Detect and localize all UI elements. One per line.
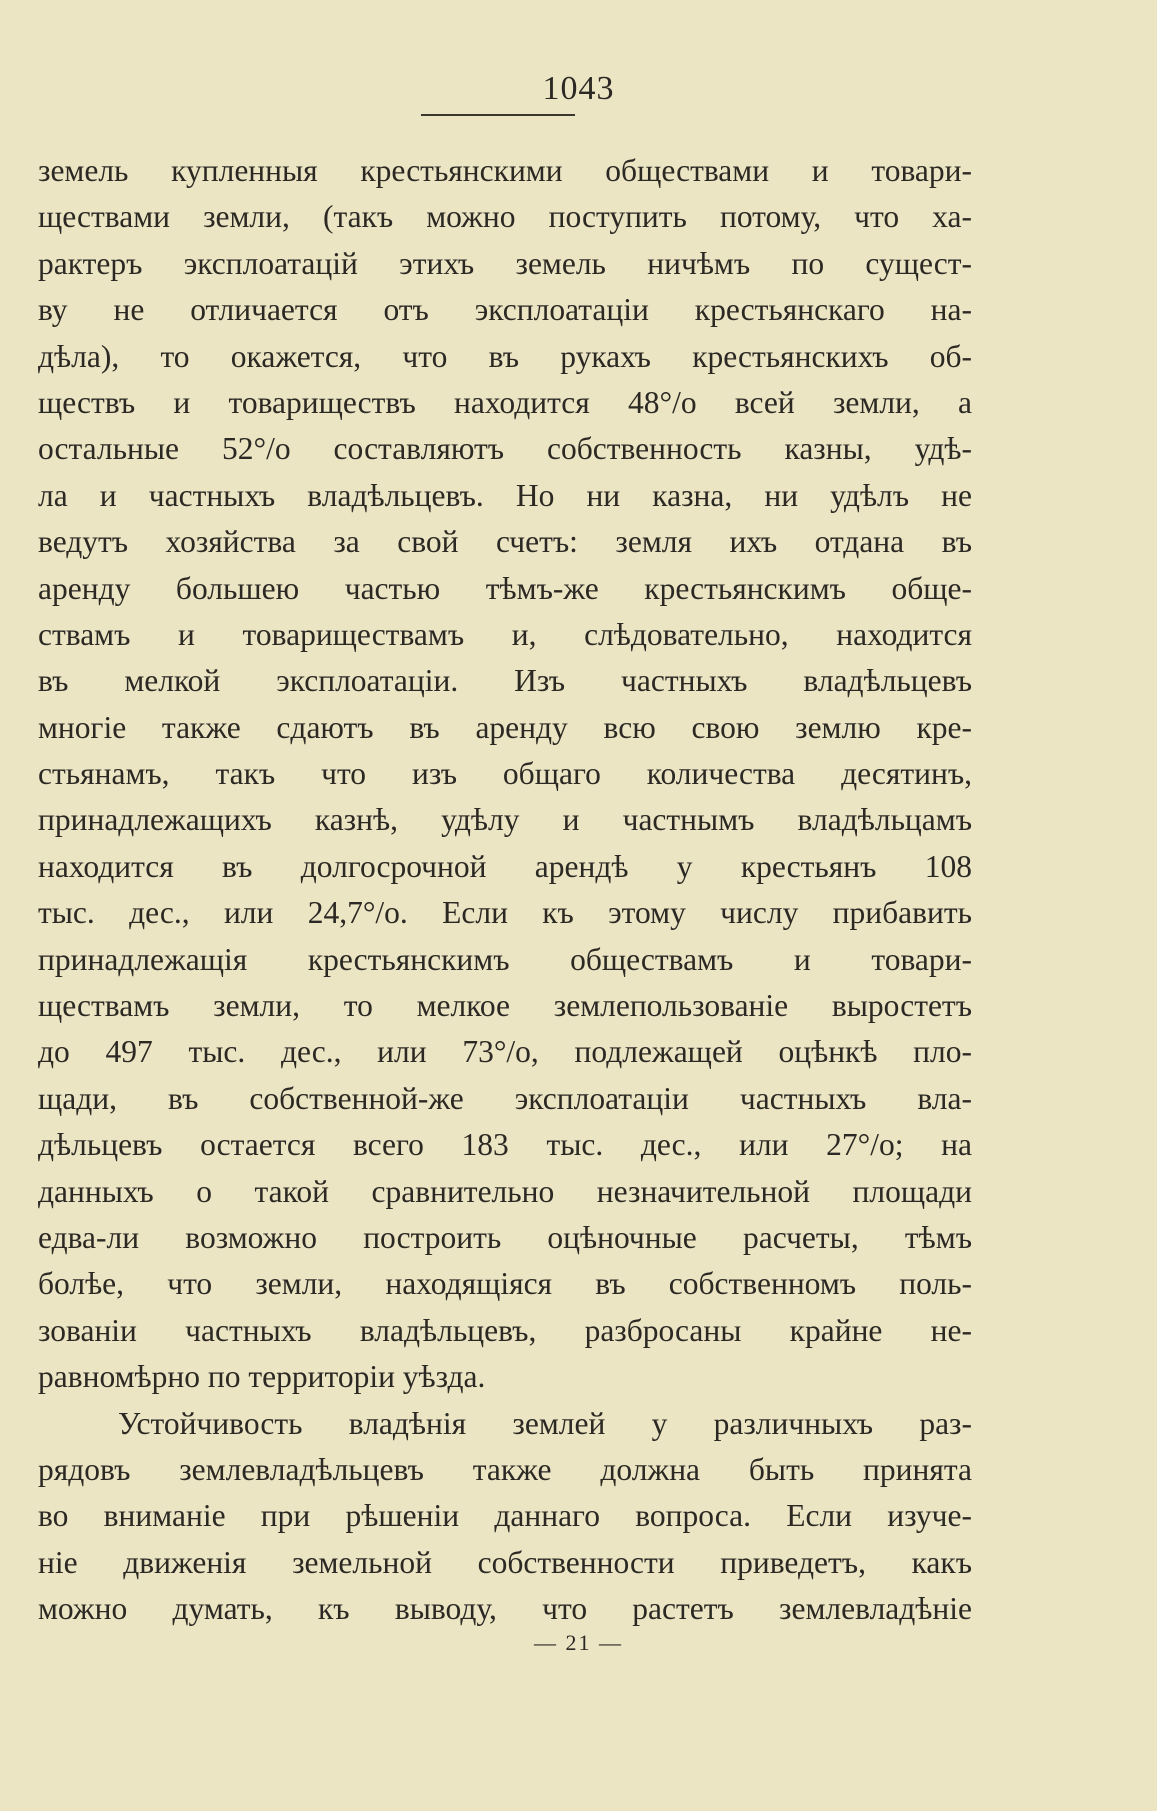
text-line: находится въ долгосрочной арендѣ у крестьянъ 108 bbox=[38, 848, 972, 884]
text-line: щади, въ собственной-же эксплоатаціи частныхъ вла- bbox=[38, 1080, 972, 1116]
text-line: принадлежащія крестьянскимъ обществамъ и товари- bbox=[38, 941, 972, 977]
text-line: ву не отличается отъ эксплоатаціи крестьянскаго на- bbox=[38, 292, 972, 328]
text-line: данныхъ о такой сравнительно незначительной площади bbox=[38, 1173, 972, 1209]
text-line: аренду большею частью тѣмъ-же крестьянскимъ обще- bbox=[38, 570, 972, 606]
text-line: рядовъ землевладѣльцевъ также должна быть принята bbox=[38, 1451, 972, 1487]
text-line: въ мелкой эксплоатаціи. Изъ частныхъ владѣльцевъ bbox=[38, 663, 972, 699]
text-line: можно думать, къ выводу, что растетъ землевладѣніе bbox=[38, 1591, 972, 1627]
text-line: стьянамъ, такъ что изъ общаго количества десятинъ, bbox=[38, 756, 972, 792]
text-line: ществами земли, (такъ можно поступить потому, что ха- bbox=[38, 199, 972, 235]
page-number: 1043 bbox=[542, 70, 615, 107]
body-text bbox=[38, 148, 972, 1633]
text-line: дѣльцевъ остается всего 183 тыс. дес., или 27°/о; на bbox=[38, 1127, 972, 1163]
text-line: равномѣрно по территоріи уѣзда. bbox=[38, 1359, 486, 1395]
footer-page-number: — 21 — bbox=[534, 1630, 623, 1655]
text-line: тыс. дес., или 24,7°/о. Если къ этому числу прибавить bbox=[38, 895, 972, 931]
text-line: ществамъ земли, то мелкое землепользованіе выростетъ bbox=[38, 988, 972, 1024]
text-line: земель купленныя крестьянскими обществами и товари- bbox=[38, 153, 972, 188]
text-line: во вниманіе при рѣшеніи даннаго вопроса. Если изуче- bbox=[38, 1498, 972, 1534]
text-line: Устойчивость владѣнія землей у различныхъ раз- bbox=[118, 1405, 972, 1441]
text-line: принадлежащихъ казнѣ, удѣлу и частнымъ владѣльцамъ bbox=[38, 802, 972, 838]
text-line: болѣе, что земли, находящіяся въ собственномъ поль- bbox=[38, 1266, 972, 1302]
text-line: ществъ и товариществъ находится 48°/о всей земли, а bbox=[38, 384, 972, 420]
text-line: ствамъ и товариществамъ и, слѣдовательно, находится bbox=[38, 616, 972, 652]
text-line: остальные 52°/о составляютъ собственность казны, удѣ- bbox=[38, 431, 972, 467]
text-line: до 497 тыс. дес., или 73°/о, подлежащей оцѣнкѣ пло- bbox=[38, 1034, 972, 1070]
text-line: ла и частныхъ владѣльцевъ. Но ни казна, ни удѣлъ не bbox=[38, 477, 972, 513]
header-rule bbox=[421, 114, 575, 116]
paragraph-1 bbox=[38, 148, 972, 1401]
text-line: зованіи частныхъ владѣльцевъ, разбросаны крайне не- bbox=[38, 1312, 972, 1348]
text-line: многіе также сдаютъ въ аренду всю свою землю кре- bbox=[38, 709, 972, 745]
text-line: дѣла), то окажется, что въ рукахъ крестьянскихъ об- bbox=[38, 338, 972, 374]
text-line: едва-ли возможно построить оцѣночные расчеты, тѣмъ bbox=[38, 1219, 972, 1255]
paragraph-2 bbox=[38, 1401, 972, 1633]
text-line: ведутъ хозяйства за свой счетъ: земля ихъ отдана въ bbox=[38, 524, 972, 560]
text-line: ніе движенія земельной собственности приведетъ, какъ bbox=[38, 1544, 972, 1580]
text-line: рактеръ эксплоатацій этихъ земель ничѣмъ по сущест- bbox=[38, 245, 972, 281]
